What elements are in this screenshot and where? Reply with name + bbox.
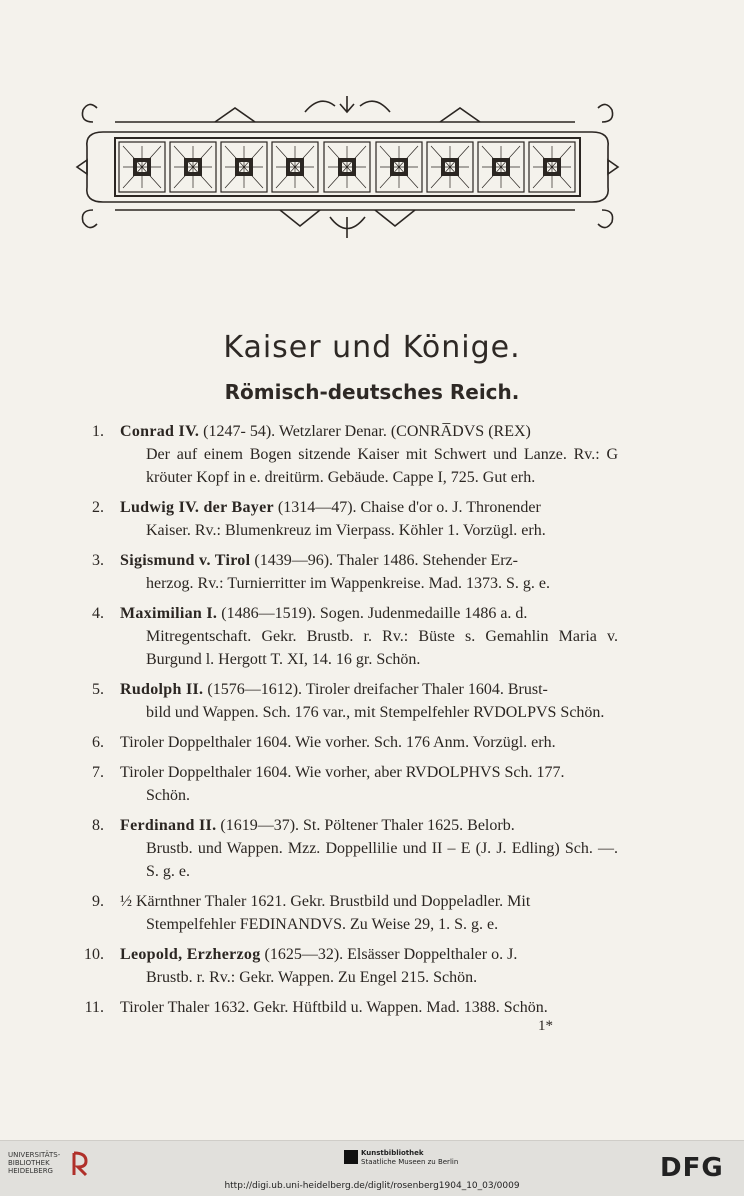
entry-number: 7. bbox=[92, 764, 104, 781]
entry-first-line: Tiroler Doppelthaler 1604. Wie vorher. Sch. 176 Anm. Vorzügl. erh. bbox=[120, 734, 556, 751]
page-title: Kaiser und Könige. bbox=[223, 330, 521, 365]
entry-ruler-name: Leopold, Erzherzog bbox=[120, 946, 261, 963]
heidelberg-logo-icon[interactable] bbox=[70, 1151, 90, 1177]
entry-first-line: (1625—32). Elsässer Doppelthaler o. J. bbox=[260, 946, 518, 963]
entry-first-line: Tiroler Thaler 1632. Gekr. Hüftbild u. Wappen. Mad. 1388. Schön. bbox=[120, 999, 548, 1016]
entry-number: 8. bbox=[92, 817, 104, 834]
entry-ruler-name: Ludwig IV. der Bayer bbox=[120, 499, 274, 516]
entry-ruler-name: Conrad IV. bbox=[120, 423, 200, 440]
catalog-entry bbox=[78, 761, 618, 807]
catalog-entry bbox=[78, 943, 618, 989]
entry-first-line: (1619—37). St. Pöltener Thaler 1625. Belorb. bbox=[216, 817, 515, 834]
entry-ruler-name: Ferdinand II. bbox=[120, 817, 217, 834]
entry-number: 11. bbox=[84, 999, 104, 1016]
entry-first-line: (1439—96). Thaler 1486. Stehender Erz- bbox=[250, 552, 518, 569]
permalink-url[interactable]: http://digi.ub.uni-heidelberg.de/diglit/rosenberg1904_10_03/0009 bbox=[224, 1181, 520, 1191]
catalog-entry bbox=[78, 496, 618, 542]
university-library-label[interactable]: UNIVERSITÄTS- BIBLIOTHEK HEIDELBERG bbox=[8, 1151, 61, 1175]
entry-first-line: ½ Kärnthner Thaler 1621. Gekr. Brustbild und Doppeladler. Mit bbox=[120, 893, 531, 910]
entry-ruler-name: Rudolph II. bbox=[120, 681, 204, 698]
page-number: 1* bbox=[538, 1018, 553, 1034]
entry-number: 4. bbox=[92, 605, 104, 622]
section-subtitle: Römisch-deutsches Reich. bbox=[224, 380, 520, 404]
entry-number: 6. bbox=[92, 734, 104, 751]
entry-number: 10. bbox=[84, 946, 104, 963]
viewer-footer bbox=[0, 1140, 744, 1196]
catalog-entry bbox=[78, 549, 618, 595]
entry-first-line: Tiroler Doppelthaler 1604. Wie vorher, aber RVDOLPHVS Sch. 177. bbox=[120, 764, 565, 781]
catalog-entry bbox=[78, 602, 618, 671]
catalog-entry bbox=[78, 890, 618, 936]
entry-number: 3. bbox=[92, 552, 104, 569]
entry-number: 9. bbox=[92, 893, 104, 910]
kunstbibliothek-label: Kunstbibliothek Staatliche Museen zu Berlin bbox=[361, 1149, 459, 1166]
entry-first-line: (1314—47). Chaise d'or o. J. Thronender bbox=[273, 499, 541, 516]
catalog-entry bbox=[78, 814, 618, 883]
catalog-entry-list bbox=[78, 420, 618, 1026]
decorative-header-ornament bbox=[75, 92, 620, 242]
entry-description: herzog. Rv.: Turnierritter im Wappenkreise. Mad. 1373. S. g. e. bbox=[146, 575, 550, 592]
catalog-entry bbox=[78, 996, 618, 1019]
entry-description: Kaiser. Rv.: Blumenkreuz im Vierpass. Köhler 1. Vorzügl. erh. bbox=[146, 522, 546, 539]
entry-description: Mitregentschaft. Gekr. Brustb. r. Rv.: Büste s. Gemahlin Maria v. Burgund l. Hergott T. XI, 14. 16 gr. Schön. bbox=[146, 628, 618, 668]
dfg-logo[interactable]: DFG bbox=[660, 1153, 724, 1183]
entry-description: Schön. bbox=[146, 787, 190, 804]
entry-description: Brustb. r. Rv.: Gekr. Wappen. Zu Engel 215. Schön. bbox=[146, 969, 478, 986]
catalog-entry bbox=[78, 420, 618, 489]
entry-number: 2. bbox=[92, 499, 104, 516]
entry-first-line: (1576—1612). Tiroler dreifacher Thaler 1604. Brust- bbox=[203, 681, 548, 698]
entry-number: 5. bbox=[92, 681, 104, 698]
entry-number: 1. bbox=[92, 423, 104, 440]
entry-description: Der auf einem Bogen sitzende Kaiser mit Schwert und Lanze. Rv.: G kröuter Kopf in e. dreitürm. Gebäude. Cappe I, 725. Gut erh. bbox=[146, 446, 618, 486]
entry-ruler-name: Sigismund v. Tirol bbox=[120, 552, 251, 569]
entry-description: Stempelfehler FEDINANDVS. Zu Weise 29, 1. S. g. e. bbox=[146, 916, 499, 933]
entry-ruler-name: Maximilian I. bbox=[120, 605, 218, 622]
entry-description: Brustb. und Wappen. Mzz. Doppellilie und II – E (J. J. Edling) Sch. —. S. g. e. bbox=[146, 840, 618, 880]
kunstbibliothek-logo-icon bbox=[344, 1150, 358, 1164]
catalog-entry bbox=[78, 678, 618, 724]
entry-description: bild und Wappen. Sch. 176 var., mit Stempelfehler RVDOLPVS Schön. bbox=[146, 704, 605, 721]
entry-first-line: (1247- 54). Wetzlarer Denar. (CONRA̅DVS (REX) bbox=[199, 423, 531, 440]
entry-first-line: (1486—1519). Sogen. Judenmedaille 1486 a. d. bbox=[217, 605, 528, 622]
catalog-entry bbox=[78, 731, 618, 754]
